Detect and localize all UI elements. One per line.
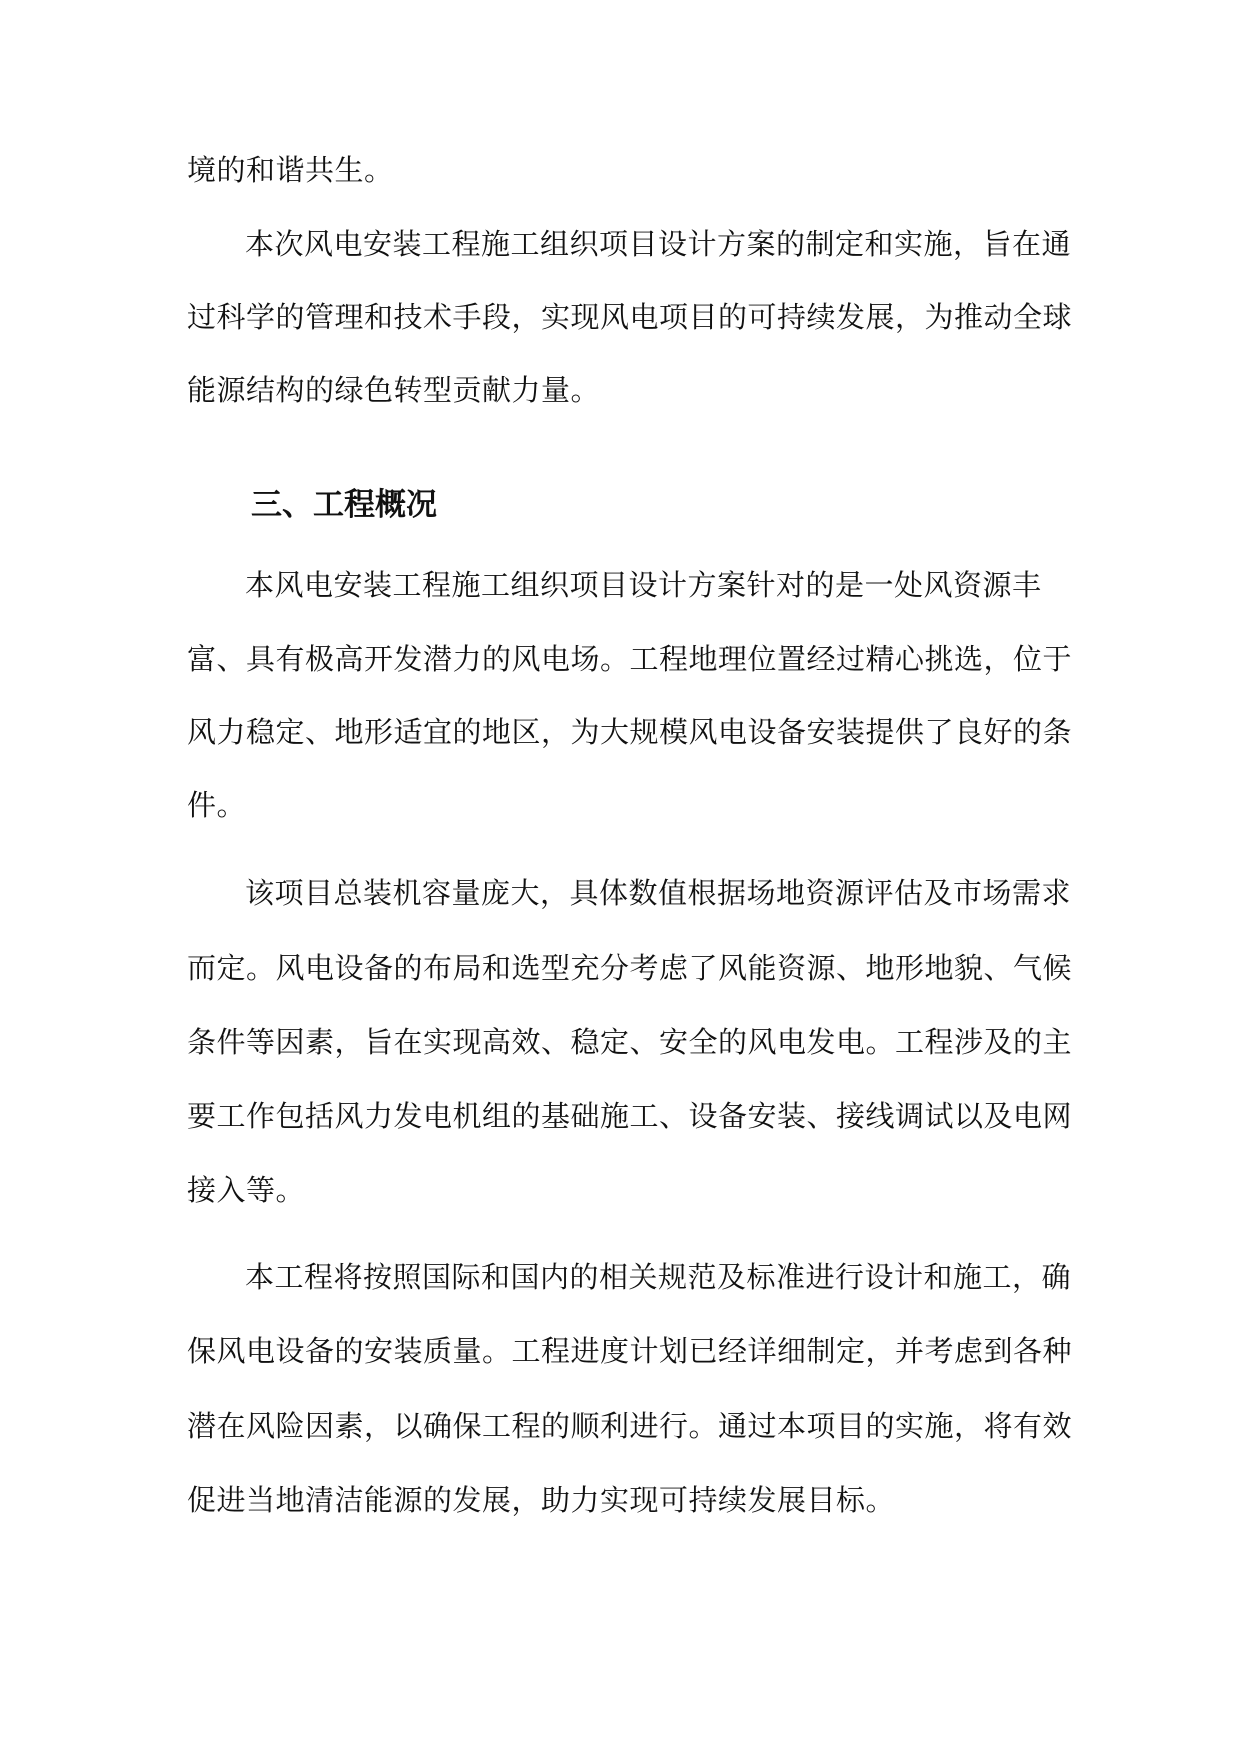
text-line: 风力稳定、地形适宜的地区，为大规模风电设备安装提供了良好的条 xyxy=(187,715,1073,749)
text-line: 保风电设备的安装质量。工程进度计划已经详细制定，并考虑到各种 xyxy=(187,1334,1073,1368)
text-line: 促进当地清洁能源的发展，助力实现可持续发展目标。 xyxy=(187,1483,896,1517)
text-line: 而定。风电设备的布局和选型充分考虑了风能资源、地形地貌、气候 xyxy=(187,951,1073,985)
text-line: 要工作包括风力发电机组的基础施工、设备安装、接线调试以及电网 xyxy=(187,1099,1073,1133)
text-line: 能源结构的绿色转型贡献力量。 xyxy=(187,373,601,407)
text-line: 富、具有极高开发潜力的风电场。工程地理位置经过精心挑选，位于 xyxy=(187,642,1073,676)
text-line: 件。 xyxy=(187,788,247,822)
text-line: 境的和谐共生。 xyxy=(187,153,394,187)
text-line: 该项目总装机容量庞大，具体数值根据场地资源评估及市场需求 xyxy=(245,876,1072,910)
section-heading: 三、工程概况 xyxy=(251,487,437,523)
text-line: 过科学的管理和技术手段，实现风电项目的可持续发展，为推动全球 xyxy=(187,300,1073,334)
text-line: 本工程将按照国际和国内的相关规范及标准进行设计和施工，确 xyxy=(245,1260,1072,1294)
text-line: 条件等因素，旨在实现高效、稳定、安全的风电发电。工程涉及的主 xyxy=(187,1025,1073,1059)
text-line: 潜在风险因素，以确保工程的顺利进行。通过本项目的实施，将有效 xyxy=(187,1409,1073,1443)
text-line: 接入等。 xyxy=(187,1173,306,1207)
text-line: 本次风电安装工程施工组织项目设计方案的制定和实施，旨在通 xyxy=(245,227,1072,261)
text-line: 本风电安装工程施工组织项目设计方案针对的是一处风资源丰 xyxy=(245,568,1042,602)
